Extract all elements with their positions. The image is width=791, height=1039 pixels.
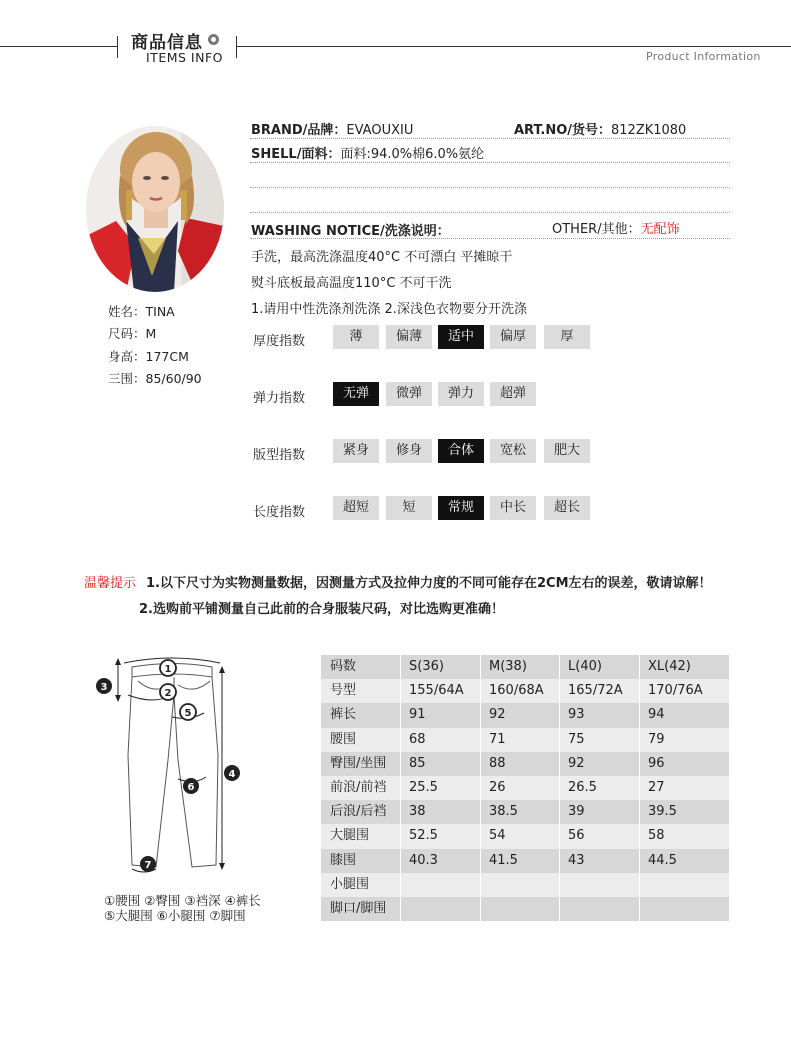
notice-line-1 [84,572,712,591]
table-cell: 25.5 [409,779,438,795]
marker-4-label: 4 [228,769,236,780]
table-cell: 79 [648,731,665,747]
index-option-selected: 无弹 [333,382,379,406]
table-row-label: 后浪/后裆 [330,804,387,820]
index-option-selected: 常规 [438,496,484,520]
header-line-left [0,46,118,47]
brand-line [251,119,413,138]
table-column-divider [639,655,640,921]
table-row [321,800,729,824]
table-cell: 43 [568,852,585,868]
marker-7-label: 7 [144,860,152,871]
marker-2-label: 2 [164,688,172,699]
model-portrait-image [86,126,224,292]
index-option: 修身 [386,439,432,463]
table-row-label: 膝围 [330,852,357,868]
table-cell: 26 [489,779,506,795]
table-row-label: 臀围/坐围 [330,755,387,771]
index-option: 中长 [490,496,536,520]
divider [250,138,730,139]
divider [250,162,730,163]
index-option: 超弹 [490,382,536,406]
table-cell: 91 [409,707,426,723]
size-table [321,655,729,921]
table-row [321,728,729,752]
table-column-divider [559,655,560,921]
table-cell: 27 [648,779,665,795]
index-option: 薄 [333,325,379,349]
pants-measurement-diagram [94,655,254,880]
table-cell: 26.5 [568,779,597,795]
table-cell: 96 [648,755,665,771]
washing-notice-label: WASHING NOTICE/洗涤说明： [251,224,450,239]
divider [250,212,730,213]
table-header-cell: 码数 [330,659,357,674]
other-line [552,218,680,237]
header-bar-right [236,36,237,58]
diagram-legend-1: ①腰围 ②臀围 ③裆深 ④裤长 [104,893,261,908]
index-label: 长度指数 [253,505,306,520]
art-number-line [514,119,686,138]
product-information-label: Product Information [646,50,761,63]
table-row [321,897,729,921]
table-row [321,703,729,727]
table-cell: 52.5 [409,828,438,844]
table-cell: 39.5 [648,804,677,820]
table-cell [480,897,559,921]
index-label: 弹力指数 [253,391,306,406]
shell-value: 面料:94.0%棉6.0%氨纶 [340,147,485,162]
care-instruction-2: 熨斗底板最高温度110°C 不可干洗 [251,276,452,291]
table-cell: 38 [409,804,426,820]
table-cell: 56 [568,828,585,844]
model-size: 尺码：M [108,326,157,341]
brand-label: BRAND/品牌： [251,123,347,138]
shell-line [251,143,484,162]
table-header-cell: XL(42) [648,659,691,674]
diagram-legend-2: ⑤大腿围 ⑥小腿围 ⑦脚围 [104,908,246,923]
table-cell: 155/64A [409,683,464,699]
table-row-label: 腰围 [330,731,357,747]
table-cell: 58 [648,828,665,844]
table-cell: 41.5 [489,852,518,868]
table-row-label: 号型 [330,683,357,699]
model-portrait [86,126,224,292]
model-height: 身高：177CM [108,349,189,364]
table-row-label: 小腿围 [330,876,370,892]
table-row-label: 脚口/脚围 [330,900,387,916]
table-cell: 170/76A [648,683,703,699]
index-option: 宽松 [490,439,536,463]
notice-text-1: 1.以下尺寸为实物测量数据，因测量方式及拉伸力度的不同可能存在2CM左右的误差，敬请谅解！ [146,576,712,591]
table-row-label: 大腿围 [330,828,370,844]
care-instruction-1: 手洗，最高洗涤温度40°C 不可漂白 平摊晾干 [251,250,513,265]
index-option-selected: 合体 [438,439,484,463]
index-option: 厚 [544,325,590,349]
section-title-en: ITEMS INFO [146,50,223,65]
table-column-divider [480,655,481,921]
brand-value: EVAOUXIU [346,123,414,138]
table-cell [400,873,480,897]
marker-6-label: 6 [187,782,195,793]
table-cell: 54 [489,828,506,844]
model-measurements: 三围：85/60/90 [108,371,202,386]
other-label: OTHER/其他： [552,222,641,237]
index-label: 厚度指数 [253,334,306,349]
notice-line-2: 2.选购前平铺测量自己此前的合身服装尺码，对比选购更准确！ [139,602,504,617]
index-option: 微弹 [386,382,432,406]
table-row [321,849,729,873]
index-option-selected: 适中 [438,325,484,349]
section-title-cn: 商品信息 [131,33,203,53]
marker-5-label: 5 [184,708,192,719]
table-cell: 94 [648,707,665,723]
table-cell: 85 [409,755,426,771]
index-label: 版型指数 [253,448,306,463]
art-label: ART.NO/货号： [514,123,611,138]
table-row [321,776,729,800]
table-cell [639,873,729,897]
table-cell [480,873,559,897]
table-row [321,873,729,897]
notice-label: 温馨提示 [84,576,137,591]
table-cell: 40.3 [409,852,438,868]
table-header-row [321,655,729,679]
index-option: 超长 [544,496,590,520]
index-option: 超短 [333,496,379,520]
index-option: 肥大 [544,439,590,463]
header-bar-left [117,36,118,58]
table-cell: 71 [489,731,506,747]
table-cell [559,897,639,921]
table-row [321,679,729,703]
table-cell: 39 [568,804,585,820]
table-cell [639,897,729,921]
table-header-cell: M(38) [489,659,527,674]
table-cell: 44.5 [648,852,677,868]
pants-outline [128,677,218,867]
table-header-cell: S(36) [409,659,444,674]
marker-1-label: 1 [164,664,172,675]
table-column-divider [400,655,401,921]
header-line-right [236,46,791,47]
model-name: 姓名：TINA [108,304,175,319]
table-cell: 38.5 [489,804,518,820]
target-dot-icon [208,34,219,45]
care-instruction-3: 1.请用中性洗涤剂洗涤 2.深浅色衣物要分开洗涤 [251,302,527,317]
other-value: 无配饰 [640,222,680,237]
table-row [321,824,729,848]
table-cell: 165/72A [568,683,623,699]
table-cell: 75 [568,731,585,747]
divider [250,187,730,188]
table-cell: 93 [568,707,585,723]
index-option: 短 [386,496,432,520]
index-option: 紧身 [333,439,379,463]
table-row [321,752,729,776]
table-cell: 88 [489,755,506,771]
index-option: 偏薄 [386,325,432,349]
index-option: 弹力 [438,382,484,406]
marker-3-label: 3 [100,682,108,693]
table-header-cell: L(40) [568,659,602,674]
table-cell: 92 [489,707,506,723]
table-cell [559,873,639,897]
table-cell: 68 [409,731,426,747]
table-cell: 92 [568,755,585,771]
art-value: 812ZK1080 [611,123,687,138]
table-row-label: 前浪/前裆 [330,779,387,795]
shell-label: SHELL/面料： [251,147,341,162]
table-cell: 160/68A [489,683,544,699]
table-cell [400,897,480,921]
table-row-label: 裤长 [330,707,357,723]
index-option: 偏厚 [490,325,536,349]
divider [250,238,730,239]
